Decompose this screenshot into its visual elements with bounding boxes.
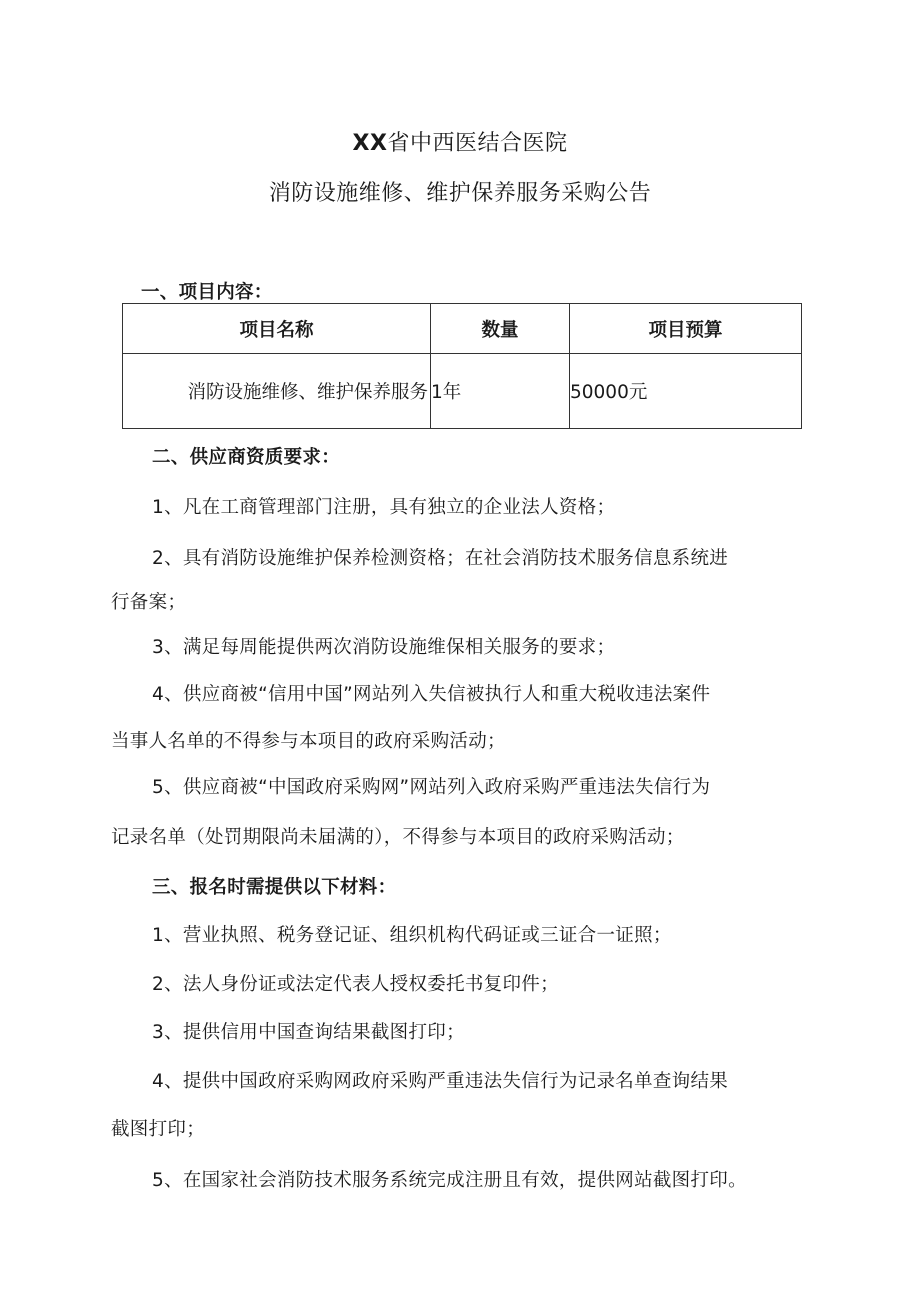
project-table [122,303,802,429]
title-prefix: XX [352,131,388,156]
requirement-line: 4、供应商被“信用中国”网站列入失信被执行人和重大税收违法案件 [152,684,711,705]
cell-quantity: 1年 [431,354,570,429]
material-line: 3、提供信用中国查询结果截图打印； [152,1022,465,1043]
document-title [0,126,920,157]
requirement-line: 5、供应商被“中国政府采购网”网站列入政府采购严重违法失信行为 [152,777,711,798]
cell-project-name: 消防设施维修、维护保养服务 [123,354,431,429]
section2-heading: 二、供应商资质要求： [152,447,341,468]
requirement-line: 1、凡在工商管理部门注册，具有独立的企业法人资格； [152,497,616,518]
requirement-line: 2、具有消防设施维护保养检测资格；在社会消防技术服务信息系统进 [152,548,729,569]
table-row [123,354,802,429]
material-line: 2、法人身份证或法定代表人授权委托书复印件； [152,974,559,995]
document-subtitle: 消防设施维修、维护保养服务采购公告 [268,181,652,206]
requirement-line: 当事人名单的不得参与本项目的政府采购活动； [111,731,506,752]
material-line: 1、营业执照、税务登记证、组织机构代码证或三证合一证照； [152,925,672,946]
requirement-line: 行备案； [111,592,187,613]
table-header-row [123,304,802,354]
header-project-name: 项目名称 [123,304,431,354]
material-line: 4、提供中国政府采购网政府采购严重违法失信行为记录名单查询结果 [152,1071,729,1092]
section1-heading: 一、项目内容： [141,282,273,303]
material-line: 截图打印； [111,1119,206,1140]
requirement-line: 3、满足每周能提供两次消防设施维保相关服务的要求； [152,637,616,658]
header-budget: 项目预算 [570,304,802,354]
requirement-line: 记录名单（处罚期限尚未届满的），不得参与本项目的政府采购活动； [111,827,685,848]
cell-budget: 50000元 [570,354,802,429]
section3-heading: 三、报名时需提供以下材料： [152,877,397,898]
title-hospital-name: 省中西医结合医院 [387,131,568,156]
material-line: 5、在国家社会消防技术服务系统完成注册且有效，提供网站截图打印。 [152,1170,747,1191]
header-quantity: 数量 [431,304,570,354]
